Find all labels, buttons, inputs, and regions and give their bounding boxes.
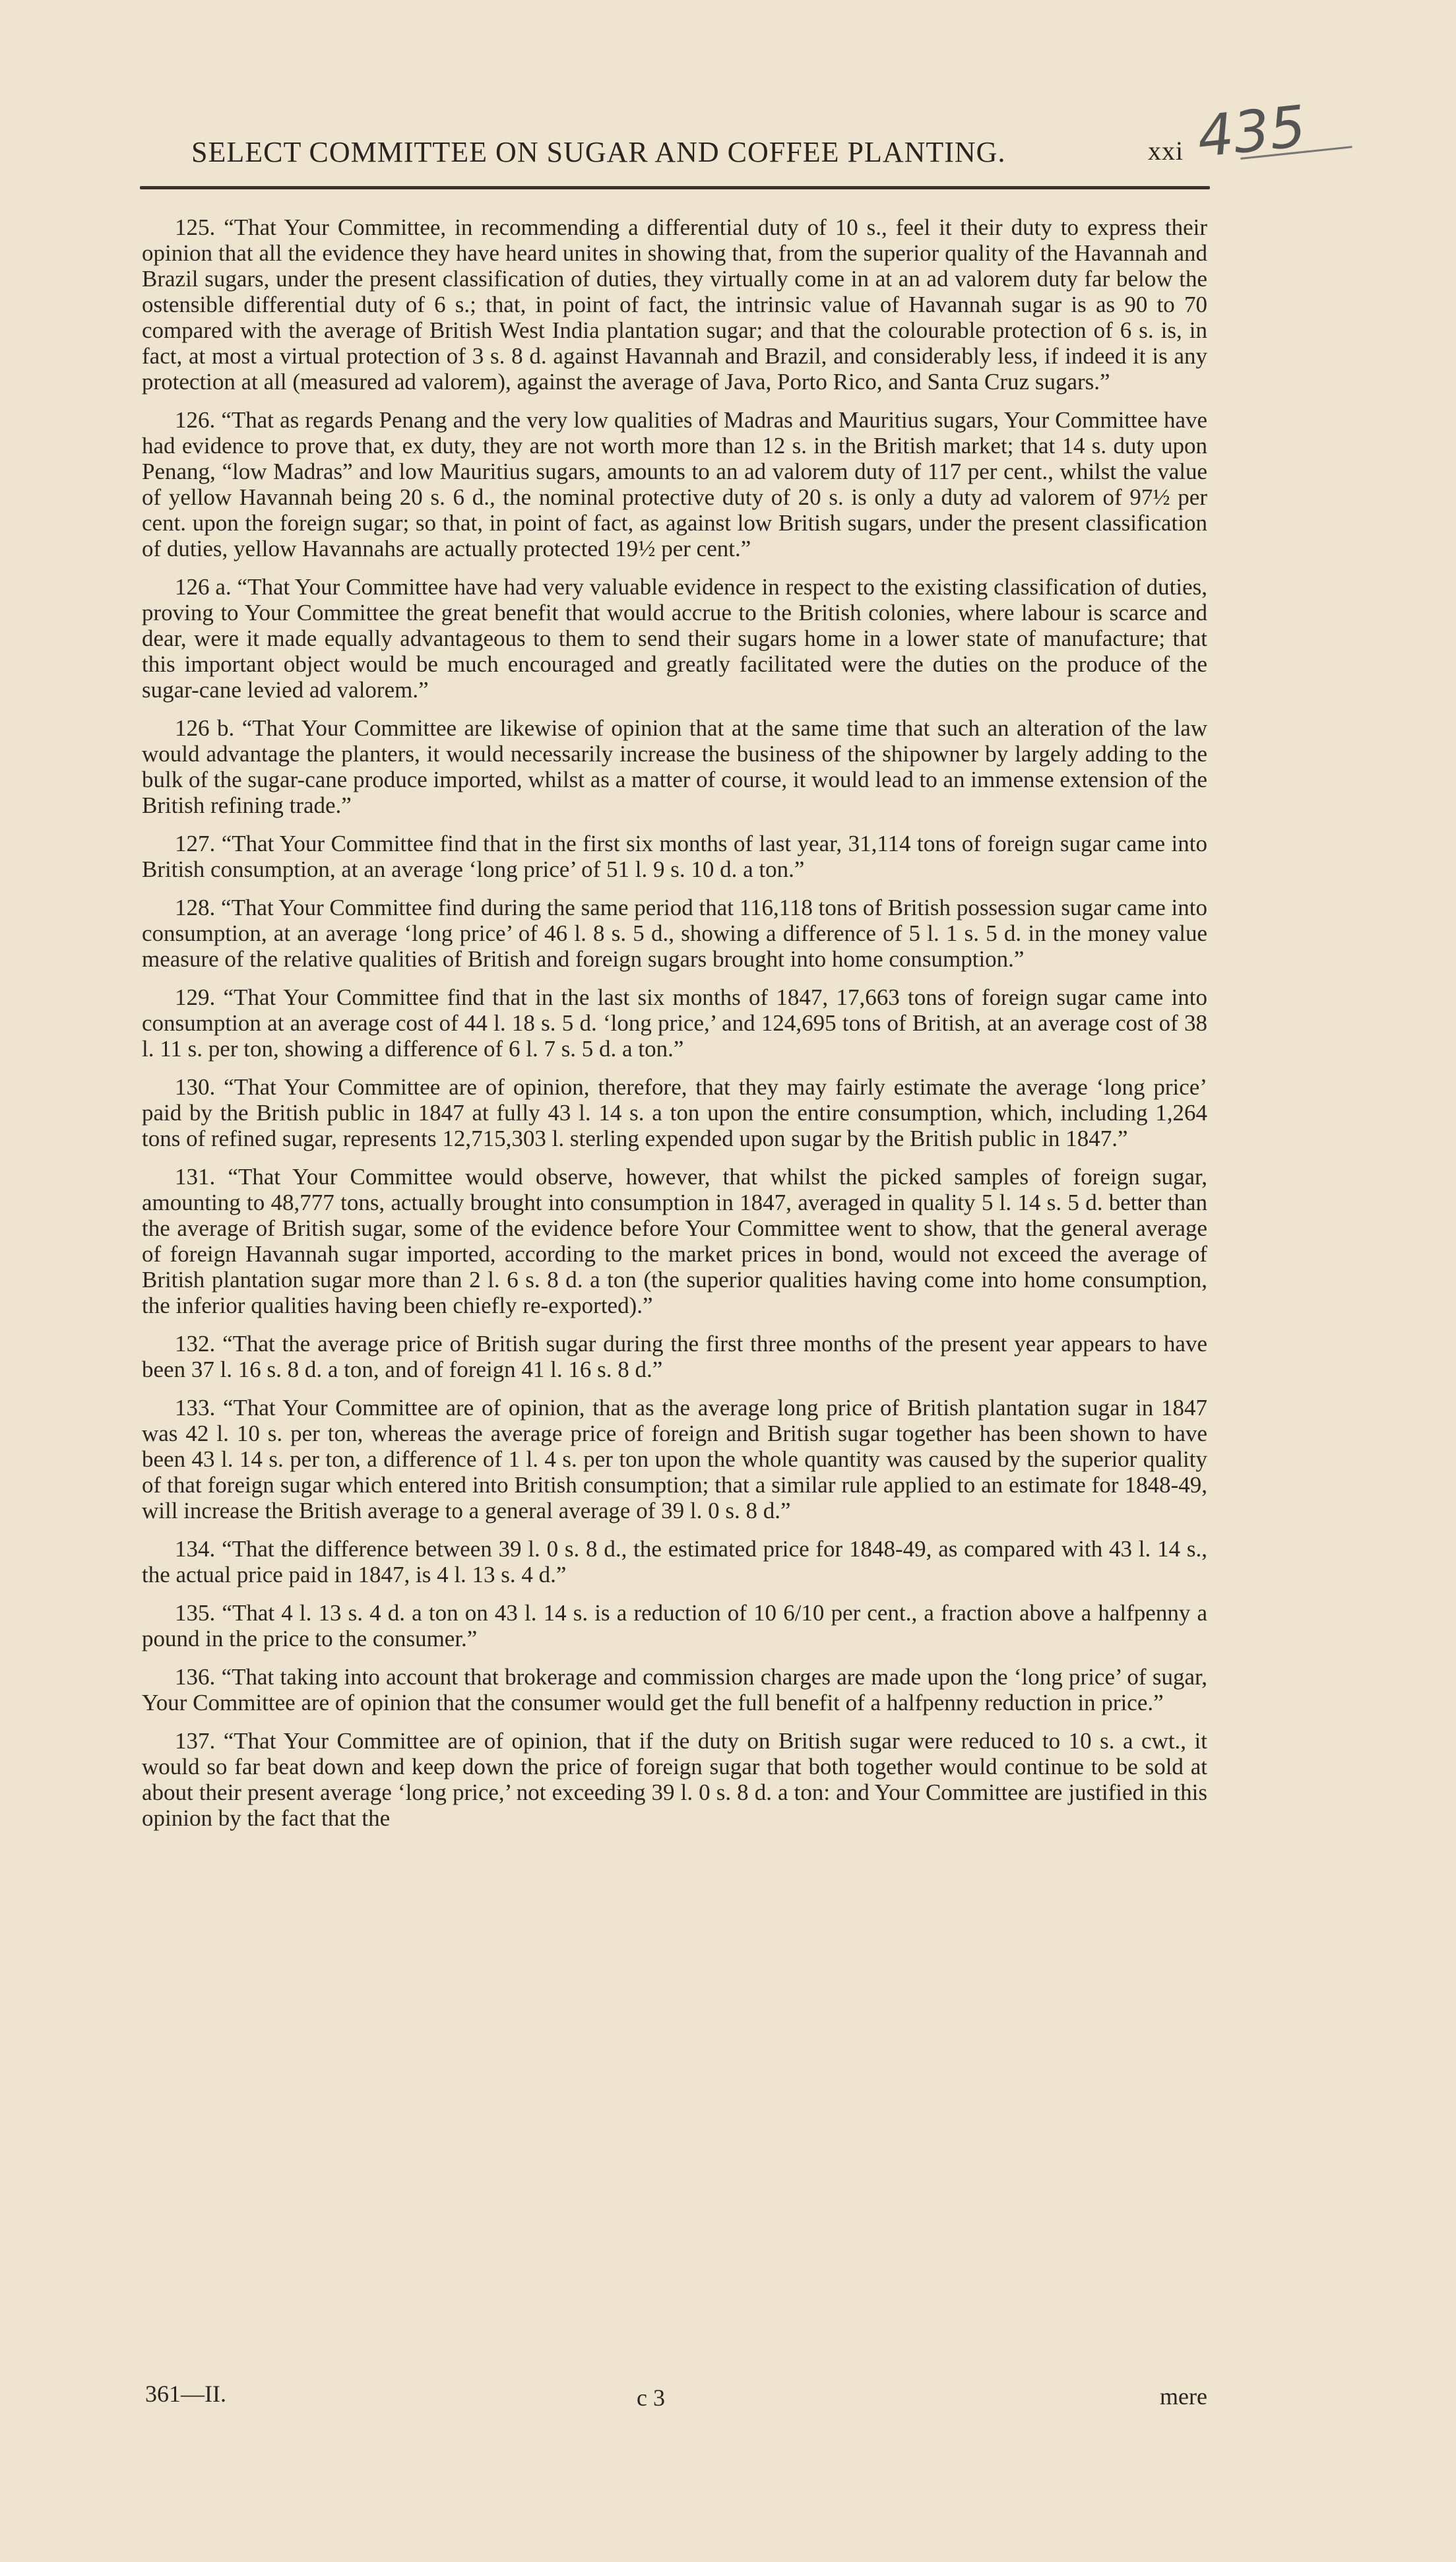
- paragraph-text: “That Your Committee would observe, however, that whilst the picked samples of foreign sugar, amounting to 48,777 tons, actually brought into consumption in 1847, averaged in quality 5 l. 14 s. 5 d. better than the average of British sugar, some of the evidence before Your Committee went to show, that the general average of foreign Havannah sugar imported, according to the market prices in bond, would not exceed the average of British plantation sugar more than 2 l. 6 s. 8 d. a ton (the superior qualities having come into home consumption, the inferior qualities having been chiefly re-exported).”: [142, 1164, 1208, 1318]
- paragraph-126a: [142, 574, 1207, 703]
- paragraph-text: “That the average price of British sugar during the first three months of the present year appears to have been 37 l. 16 s. 8 d. a ton, and of foreign 41 l. 16 s. 8 d.”: [142, 1331, 1207, 1382]
- paragraph-number: 134.: [175, 1536, 216, 1562]
- paragraph-126b: [142, 715, 1207, 818]
- paragraph-number: 137.: [175, 1728, 216, 1754]
- running-header: [191, 135, 1214, 169]
- paragraph-132: [142, 1331, 1207, 1382]
- body-text: [142, 214, 1207, 1843]
- paragraph-text: “That as regards Penang and the very low qualities of Madras and Mauritius sugars, Your Committee have had evidence to prove that, ex duty, they are not worth more than 12 s. in the British market; that 14 s. duty upon Penang, “low Madras” and low Mauritius sugars, amounts to an ad valorem duty of 117 per cent., whilst the value of yellow Havannah being 20 s. 6 d., the nominal protective duty of 20 s. is only a duty ad valorem of 97½ per cent. upon the foreign sugar; so that, in point of fact, as against low British sugars, under the present classification of duties, yellow Havannahs are actually protected 19½ per cent.”: [142, 407, 1208, 561]
- paragraph-text: “That Your Committee have had very valuable evidence in respect to the existing classification of duties, proving to Your Committee the great benefit that would accrue to the British colonies, where labour is scarce and dear, were it made equally advantageous to them to send their sugars home in a lower state of manufacture; that this important object would be much encouraged and greatly facilitated were the duties on the produce of the sugar-cane levied ad valorem.”: [142, 574, 1207, 703]
- paragraph-number: 130.: [175, 1074, 216, 1100]
- paragraph-text: “That Your Committee find that in the first six months of last year, 31,114 tons of foreign sugar came into British consumption, at an average ‘long price’ of 51 l. 9 s. 10 d. a ton.”: [142, 831, 1207, 882]
- paragraph-number: 128.: [175, 895, 216, 920]
- header-title: SELECT COMMITTEE ON SUGAR AND COFFEE PLANTING.: [191, 136, 1006, 168]
- paragraph-number: 126.: [175, 407, 216, 433]
- paragraph-number: 125.: [175, 214, 216, 240]
- paragraph-number: 126 b.: [175, 715, 235, 741]
- paragraph-number: 127.: [175, 831, 216, 856]
- handwritten-page-number: 435: [1194, 93, 1309, 171]
- paragraph-text: “That Your Committee are of opinion, therefore, that they may fairly estimate the average ‘long price’ paid by the British public in 1847 at fully 43 l. 14 s. a ton upon the entire consumption, which, including 1,264 tons of refined sugar, represents 12,715,303 l. sterling expended upon sugar by the British public in 1847.”: [142, 1074, 1207, 1151]
- paragraph-number: 132.: [175, 1331, 216, 1357]
- paragraph-text: “That Your Committee find during the same period that 116,118 tons of British possession sugar came into consumption, at an average ‘long price’ of 46 l. 8 s. 5 d., showing a difference of 5 l. 1 s. 5 d. in the money value measure of the relative qualities of British and foreign sugars brought into home consumption.”: [142, 895, 1207, 972]
- paragraph-text: “That 4 l. 13 s. 4 d. a ton on 43 l. 14 s. is a reduction of 10 6/10 per cent., a fraction above a halfpenny a pound in the price to the consumer.”: [142, 1600, 1207, 1651]
- signature-mark: 361—II.: [145, 2381, 226, 2407]
- paragraph-137: [142, 1728, 1207, 1831]
- header-page-number: xxi: [1148, 136, 1184, 166]
- page-footer: [145, 2380, 1207, 2410]
- paragraph-number: 135.: [175, 1600, 216, 1626]
- paragraph-136: [142, 1664, 1207, 1715]
- paragraph-133: [142, 1395, 1207, 1523]
- paragraph-number: 131.: [175, 1164, 216, 1190]
- paragraph-128: [142, 895, 1207, 972]
- paragraph-number: 136.: [175, 1664, 216, 1690]
- paragraph-text: “That the difference between 39 l. 0 s. 8 d., the estimated price for 1848-49, as compared with 43 l. 14 s., the actual price paid in 1847, is 4 l. 13 s. 4 d.”: [142, 1536, 1207, 1587]
- paragraph-text: “That taking into account that brokerage and commission charges are made upon the ‘long price’ of sugar, Your Committee are of opinion that the consumer would get the full benefit of a halfpenny reduction in price.”: [142, 1664, 1208, 1715]
- paragraph-text: “That Your Committee are of opinion, that as the average long price of British plantation sugar in 1847 was 42 l. 10 s. per ton, whereas the average price of foreign and British sugar together has been shown to have been 43 l. 14 s. per ton, a difference of 1 l. 4 s. per ton upon the whole quantity was caused by the superior quality of that foreign sugar which entered into British consumption; that a similar rule applied to an estimate for 1848-49, will increase the British average to a general average of 39 l. 0 s. 8 d.”: [142, 1395, 1208, 1523]
- catchword: mere: [1160, 2383, 1207, 2410]
- gathering-mark: c 3: [637, 2385, 665, 2411]
- paragraph-129: [142, 984, 1207, 1062]
- paragraph-text: “That Your Committee, in recommending a differential duty of 10 s., feel it their duty to express their opinion that all the evidence they have heard unites in showing that, from the superior quality of the Havannah and Brazil sugars, under the present classification of duties, they virtually come in at an ad valorem duty far below the ostensible differential duty of 6 s.; that, in point of fact, the intrinsic value of Havannah sugar is as 90 to 70 compared with the average of British West India plantation sugar; and that the colourable protection of 6 s. is, in fact, at most a virtual protection of 3 s. 8 d. against Havannah and Brazil, and considerably less, if indeed it is any protection at all (measured ad valorem), against the average of Java, Porto Rico, and Santa Cruz sugars.”: [142, 214, 1208, 395]
- paragraph-126: [142, 407, 1207, 561]
- paragraph-130: [142, 1074, 1207, 1151]
- paragraph-number: 133.: [175, 1395, 216, 1421]
- paragraph-number: 126 a.: [175, 574, 232, 600]
- paragraph-135: [142, 1600, 1207, 1651]
- paragraph-131: [142, 1164, 1207, 1318]
- header-rule: [140, 186, 1210, 189]
- paragraph-text: “That Your Committee are likewise of opinion that at the same time that such an alteration of the law would advantage the planters, it would necessarily increase the business of the shipowner by largely adding to the bulk of the sugar-cane produce imported, whilst as a matter of course, it would lead to an immense extension of the British refining trade.”: [142, 715, 1208, 818]
- paragraph-text: “That Your Committee are of opinion, that if the duty on British sugar were reduced to 10 s. a cwt., it would so far beat down and keep down the price of foreign sugar that both together would continue to be sold at about their present average ‘long price,’ not exceeding 39 l. 0 s. 8 d. a ton: and Your Committee are justified in this opinion by the fact that the: [142, 1728, 1207, 1831]
- paragraph-125: [142, 214, 1207, 395]
- paragraph-text: “That Your Committee find that in the last six months of 1847, 17,663 tons of foreign sugar came into consumption at an average cost of 44 l. 18 s. 5 d. ‘long price,’ and 124,695 tons of British, at an average cost of 38 l. 11 s. per ton, showing a difference of 6 l. 7 s. 5 d. a ton.”: [142, 984, 1208, 1062]
- paragraph-number: 129.: [175, 984, 216, 1010]
- paragraph-127: [142, 831, 1207, 882]
- paragraph-134: [142, 1536, 1207, 1587]
